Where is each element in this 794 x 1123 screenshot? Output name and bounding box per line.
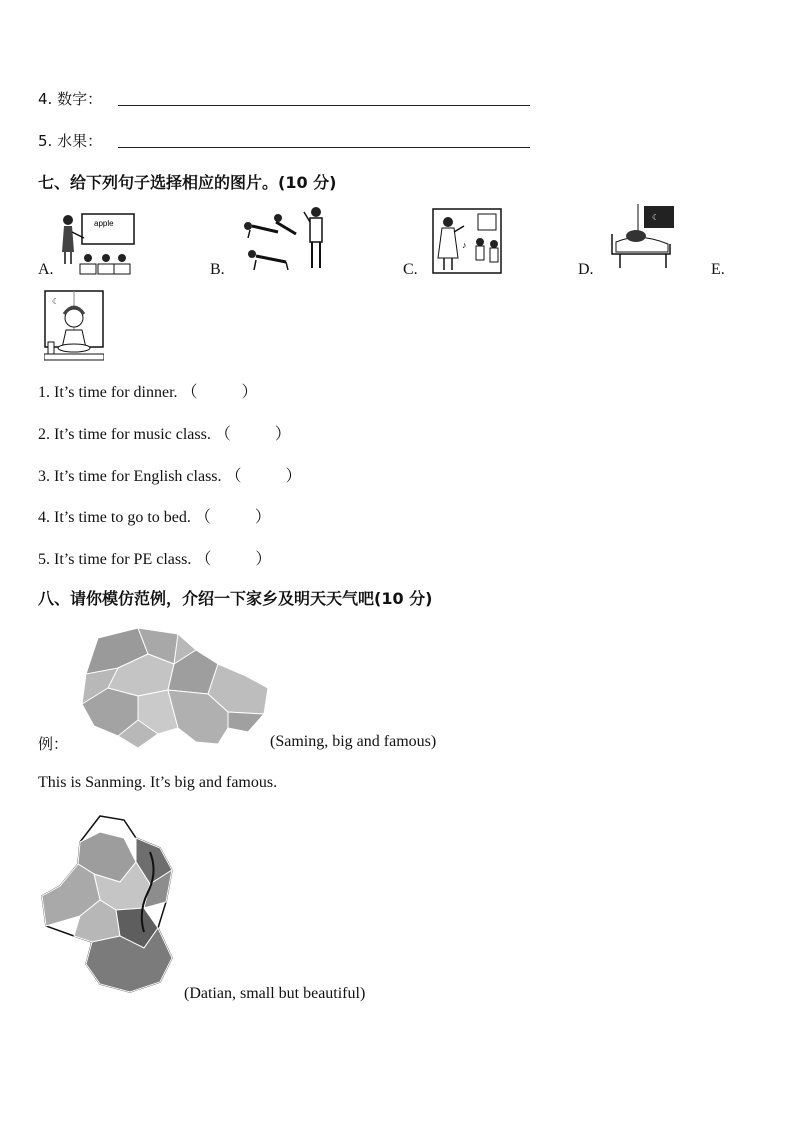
sentence-5: 5. It’s time for PE class. （ ） [38,551,272,568]
svg-text:☾: ☾ [52,297,60,306]
picture-d-bed-time [610,204,676,270]
answer-paren-open-5: （ [195,551,212,568]
section-7-title: 七、给下列句子选择相应的图片。(10 分) [38,173,337,192]
sanming-map-image [78,624,270,750]
answer-line-5[interactable] [118,147,530,148]
example-hint: (Saming, big and famous) [270,733,437,750]
option-a-label: A. [38,261,54,278]
answer-line-4[interactable] [118,105,530,106]
picture-b-pe-class [238,204,334,276]
datian-map-image [40,812,176,994]
answer-paren-open-1: （ [181,384,198,401]
picture-e-dinner [44,290,104,362]
fill-in-label-4: 4. 数字： [38,90,103,108]
answer-paren-close-3: ） [285,468,302,485]
answer-paren-open-4: （ [194,509,211,526]
picture-a-english-class [58,212,136,278]
option-e-label: E. [711,261,725,278]
answer-paren-open-3: （ [225,468,242,485]
picture-c-music-class [432,208,502,274]
blackboard-word: apple [94,219,114,228]
answer-paren-close-2: ） [274,426,291,443]
example-label: 例： [38,735,69,753]
option-c-label: C. [403,261,418,278]
sentence-2: 2. It’s time for music class. （ ） [38,426,291,443]
answer-paren-close-4: ） [254,509,271,526]
sentence-4: 4. It’s time to go to bed. （ ） [38,509,271,526]
answer-paren-close-5: ） [255,551,272,568]
option-b-label: B. [210,261,225,278]
svg-text:☾: ☾ [652,213,660,222]
task-hint: (Datian, small but beautiful) [184,985,366,1002]
answer-paren-close-1: ） [241,384,258,401]
sentence-3: 3. It’s time for English class. （ ） [38,468,302,485]
answer-paren-open-2: （ [214,426,231,443]
svg-text:♪: ♪ [462,240,467,250]
fill-in-label-5: 5. 水果： [38,132,103,150]
option-d-label: D. [578,261,594,278]
sentence-1: 1. It’s time for dinner. （ ） [38,384,258,401]
section-8-title: 八、请你模仿范例，介绍一下家乡及明天天气吧(10 分) [38,589,433,608]
example-sentence: This is Sanming. It’s big and famous. [38,774,278,791]
